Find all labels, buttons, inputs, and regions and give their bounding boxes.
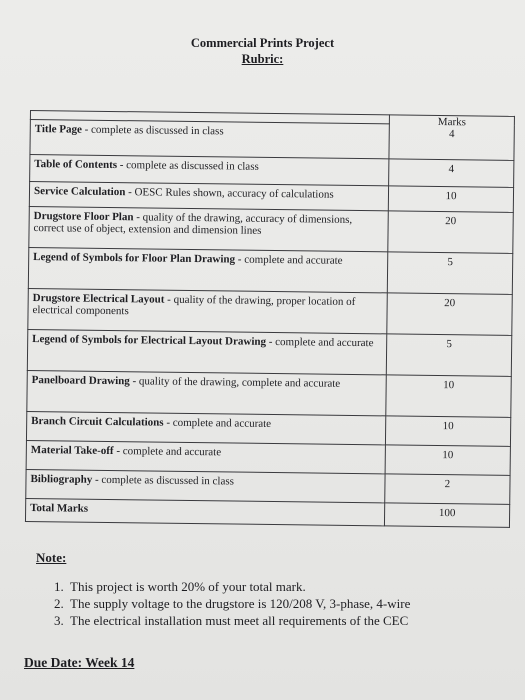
mark-value: 5 xyxy=(386,334,511,377)
table-row-total xyxy=(25,498,509,527)
note-text: The electrical installation must meet all requirements of the CEC xyxy=(70,613,409,628)
total-label: Total Marks xyxy=(30,502,89,515)
criterion-desc: - complete and accurate xyxy=(113,445,222,459)
rubric-heading: Rubric: xyxy=(241,52,284,66)
mark-value: 5 xyxy=(387,252,512,295)
table-row xyxy=(27,370,511,417)
criterion-desc: - complete as discussed in class xyxy=(116,159,259,173)
list-number: 3. xyxy=(54,613,64,628)
mark-value: 10 xyxy=(385,416,510,447)
mark-value: 4 xyxy=(389,159,514,188)
mark-value: 20 xyxy=(388,211,513,254)
criterion-name: Bibliography xyxy=(30,473,93,486)
list-item xyxy=(54,612,410,629)
criterion-desc: - complete and accurate xyxy=(163,416,272,430)
note-text: The supply voltage to the drugstore is 120/208 V, 3-phase, 4-wire xyxy=(70,596,411,611)
document-subtitle xyxy=(0,52,525,67)
criterion-name: Table of Contents xyxy=(34,158,118,172)
criterion-name: Legend of Symbols for Electrical Layout Drawing xyxy=(32,333,267,348)
criterion-name: Branch Circuit Calculations xyxy=(31,415,164,429)
criterion-name: Title Page xyxy=(34,123,82,136)
criterion-desc: - OESC Rules shown, accuracy of calculations xyxy=(125,186,334,201)
criterion-name: Drugstore Floor Plan xyxy=(33,210,134,224)
criterion-name: Service Calculation xyxy=(33,185,126,199)
list-item xyxy=(54,595,410,612)
notes-list xyxy=(54,578,410,629)
mark-value: 10 xyxy=(388,186,513,213)
criterion-desc: - quality of the drawing, complete and accurate xyxy=(129,375,341,390)
due-date: Due Date: Week 14 xyxy=(24,655,135,670)
table-row xyxy=(28,288,512,335)
list-number: 2. xyxy=(54,596,64,611)
list-item xyxy=(54,578,410,595)
criterion-name: Legend of Symbols for Floor Plan Drawing xyxy=(33,251,236,266)
criterion-desc: - complete and accurate xyxy=(265,335,374,350)
criterion-desc: - complete as discussed in class xyxy=(92,473,235,488)
table-row xyxy=(27,329,511,376)
total-value: 100 xyxy=(384,503,509,528)
criterion-desc: - quality of the drawing, accuracy of dimensions, correct use of object, extension and dimension lines xyxy=(33,211,353,237)
marks-header: Marks xyxy=(437,115,467,129)
criterion-name: Material Take-off xyxy=(30,444,114,458)
list-number: 1. xyxy=(54,579,64,594)
rubric-table xyxy=(25,110,515,528)
criterion-name: Panelboard Drawing xyxy=(31,374,130,388)
note-heading: Note: xyxy=(36,550,67,565)
criterion-name: Drugstore Electrical Layout xyxy=(32,292,165,306)
mark-value: 2 xyxy=(385,474,510,505)
mark-value: 20 xyxy=(387,293,512,336)
table-row xyxy=(29,206,513,253)
criterion-desc: - complete as discussed in class xyxy=(81,123,224,138)
criterion-desc: - quality of the drawing, proper location of electrical components xyxy=(32,293,356,318)
note-text: This project is worth 20% of your total mark. xyxy=(70,579,306,594)
criterion-desc: - complete and accurate xyxy=(235,253,343,267)
document-title: Commercial Prints Project xyxy=(190,36,335,50)
mark-value: 10 xyxy=(386,375,511,418)
marks-header-cell xyxy=(389,115,515,161)
mark-value: 4 xyxy=(448,128,455,141)
table-row xyxy=(28,247,512,294)
mark-value: 10 xyxy=(385,445,510,476)
